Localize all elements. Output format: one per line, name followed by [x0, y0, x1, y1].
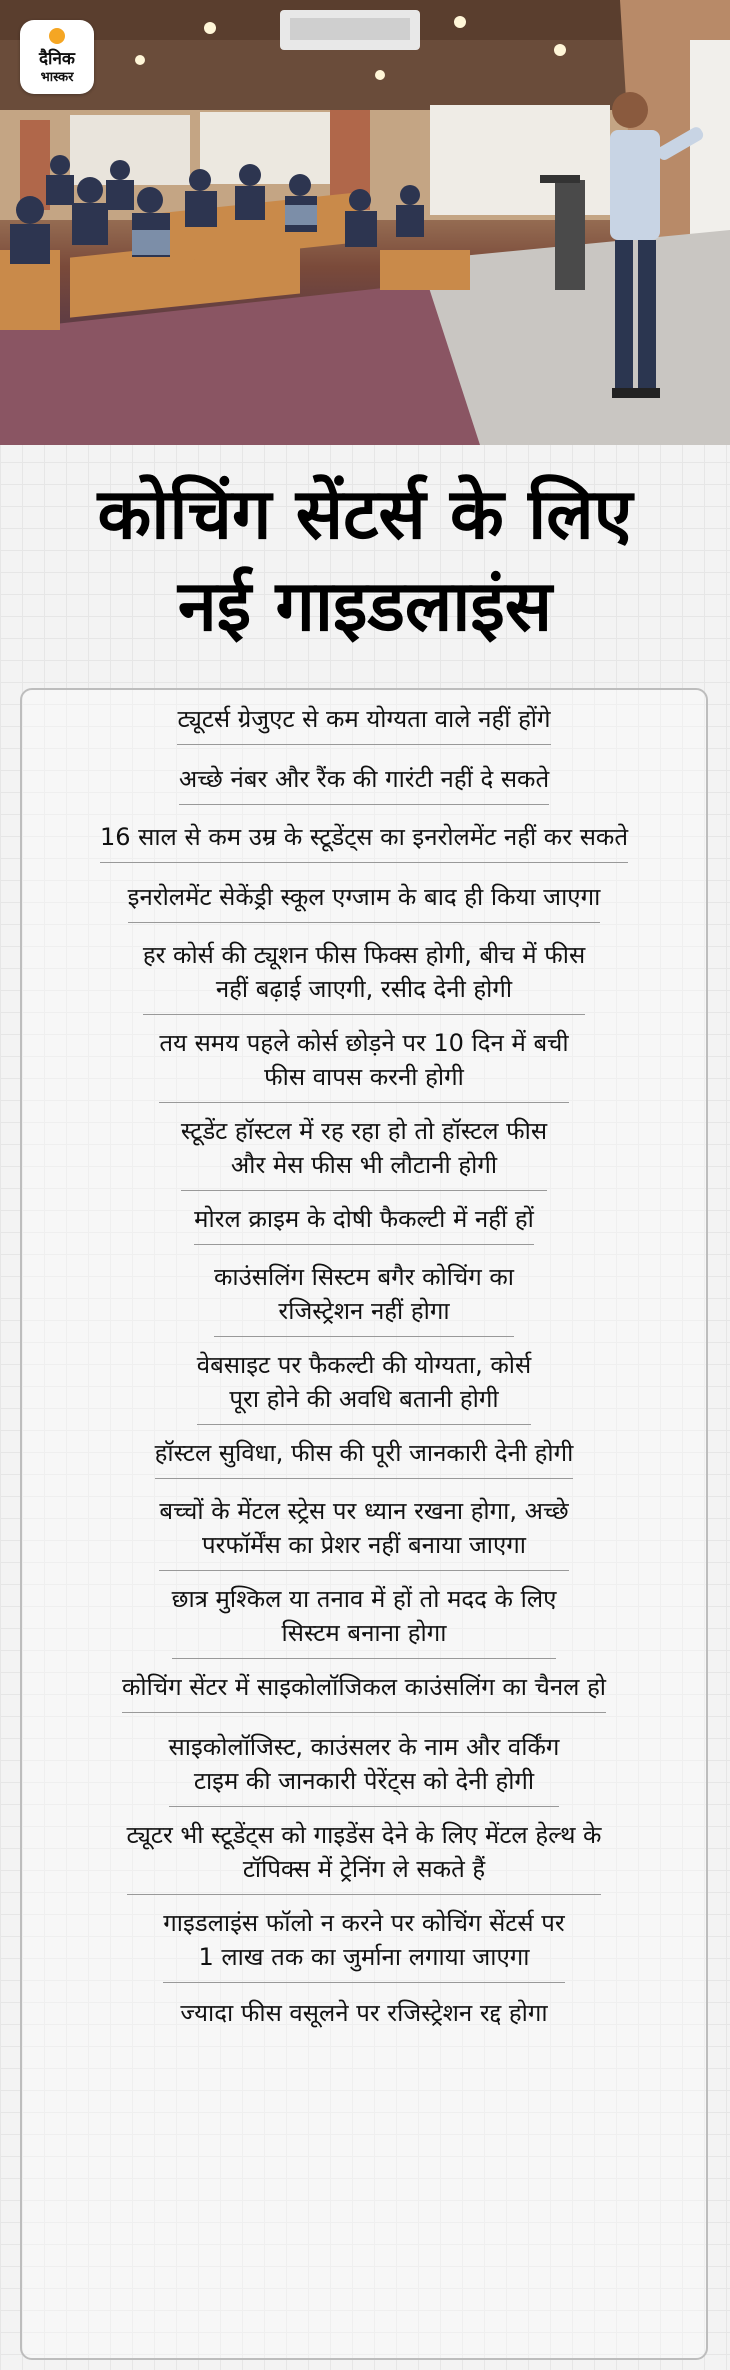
dainik-bhaskar-logo: दैनिक भास्कर [20, 20, 94, 94]
guideline-text [194, 1202, 534, 1245]
guideline-line: परफॉर्मेंस का प्रेशर नहीं बनाया जाएगा [201, 1531, 526, 1559]
guideline-item [22, 1730, 706, 1807]
guideline-item [22, 938, 706, 1015]
guideline-line: हर कोर्स की ट्यूशन फीस फिक्स होगी, बीच में फीस [142, 941, 586, 969]
guideline-line: अच्छे नंबर और रैंक की गारंटी नहीं दे सकते [178, 765, 550, 793]
sun-icon [49, 28, 65, 44]
guideline-item [22, 1670, 706, 1713]
guideline-item [22, 1114, 706, 1191]
guideline-line: टॉपिक्स में ट्रेनिंग ले सकते हैं [242, 1855, 486, 1883]
guideline-text [177, 702, 550, 745]
guidelines-list [20, 688, 708, 2360]
title-line-1: कोचिंग सेंटर्स के लिए [97, 473, 633, 555]
guideline-text [163, 1906, 564, 1983]
guideline-item [22, 1436, 706, 1479]
guideline-text [155, 1436, 574, 1479]
guideline-line: 1 लाख तक का जुर्माना लगाया जाएगा [198, 1943, 530, 1971]
guideline-item [22, 1582, 706, 1659]
guideline-text [179, 762, 549, 805]
guideline-line: काउंसलिंग सिस्टम बगैर कोचिंग का [213, 1263, 515, 1291]
guideline-line: फीस वापस करनी होगी [264, 1063, 464, 1091]
guideline-item [22, 1906, 706, 1983]
guideline-line: गाइडलाइंस फॉलो न करने पर कोचिंग सेंटर्स पर [163, 1909, 565, 1937]
guideline-line: 16 साल से कम उम्र के स्टूडेंट्स का इनरोलमेंट नहीं कर सकते [99, 823, 629, 851]
guideline-line: हॉस्टल सुविधा, फीस की पूरी जानकारी देनी होगी [154, 1439, 574, 1467]
guideline-line: रजिस्ट्रेशन नहीं होगा [278, 1297, 450, 1325]
guideline-item [22, 880, 706, 923]
guideline-line: छात्र मुश्किल या तनाव में हों तो मदद के लिए [171, 1585, 557, 1613]
guideline-text [180, 1996, 547, 2038]
guideline-line: और मेस फीस भी लौटानी होगी [230, 1151, 498, 1179]
guideline-text [181, 1114, 547, 1191]
guideline-item [22, 1348, 706, 1425]
guideline-line: तय समय पहले कोर्स छोड़ने पर 10 दिन में बची [159, 1029, 569, 1057]
guideline-line: ट्यूटर्स ग्रेजुएट से कम योग्यता वाले नहीं होंगे [177, 705, 551, 733]
guideline-line: ट्यूटर भी स्टूडेंट्स को गाइडेंस देने के लिए मेंटल हेल्थ के [126, 1821, 602, 1849]
guideline-line: ज्यादा फीस वसूलने पर रजिस्ट्रेशन रद्द होगा [180, 1999, 548, 2027]
guideline-line: कोचिंग सेंटर में साइकोलॉजिकल काउंसलिंग का चैनल हो [121, 1673, 607, 1701]
guideline-item [22, 1202, 706, 1245]
guideline-item [22, 820, 706, 863]
guideline-text [143, 938, 585, 1015]
guideline-item [22, 1996, 706, 2038]
guideline-item [22, 1818, 706, 1895]
guideline-text [127, 1818, 602, 1895]
guideline-line: टाइम की जानकारी पेरेंट्स को देनी होगी [193, 1767, 535, 1795]
guideline-item [22, 1494, 706, 1571]
guideline-line: नहीं बढ़ाई जाएगी, रसीद देनी होगी [215, 975, 513, 1003]
title-line-2: नई गाइडलाइंस [177, 565, 553, 647]
guideline-item [22, 1026, 706, 1103]
guideline-text [214, 1260, 514, 1337]
guideline-line: साइकोलॉजिस्ट, काउंसलर के नाम और वर्किंग [168, 1733, 560, 1761]
guideline-line: स्टूडेंट हॉस्टल में रह रहा हो तो हॉस्टल फीस [180, 1117, 548, 1145]
guideline-text [159, 1026, 568, 1103]
guideline-line: वेबसाइट पर फैकल्टी की योग्यता, कोर्स [196, 1351, 532, 1379]
guideline-text [122, 1670, 606, 1713]
guideline-line: इनरोलमेंट सेकेंड्री स्कूल एग्जाम के बाद ही किया जाएगा [127, 883, 601, 911]
guideline-text [128, 880, 601, 923]
guideline-line: सिस्टम बनाना होगा [281, 1619, 447, 1647]
guideline-line: पूरा होने की अवधि बतानी होगी [229, 1385, 499, 1413]
classroom-photo [0, 0, 730, 445]
guideline-text [197, 1348, 532, 1425]
guideline-item [22, 1260, 706, 1337]
guideline-text [159, 1494, 568, 1571]
page-title [0, 468, 730, 652]
guideline-line: बच्चों के मेंटल स्ट्रेस पर ध्यान रखना होगा, अच्छे [159, 1497, 569, 1525]
guideline-item [22, 702, 706, 745]
guideline-text [169, 1730, 560, 1807]
guideline-item [22, 762, 706, 805]
guideline-text [172, 1582, 557, 1659]
guideline-text [100, 820, 628, 863]
guideline-line: मोरल क्राइम के दोषी फैकल्टी में नहीं हों [194, 1205, 534, 1233]
classroom-illustration [0, 0, 730, 445]
